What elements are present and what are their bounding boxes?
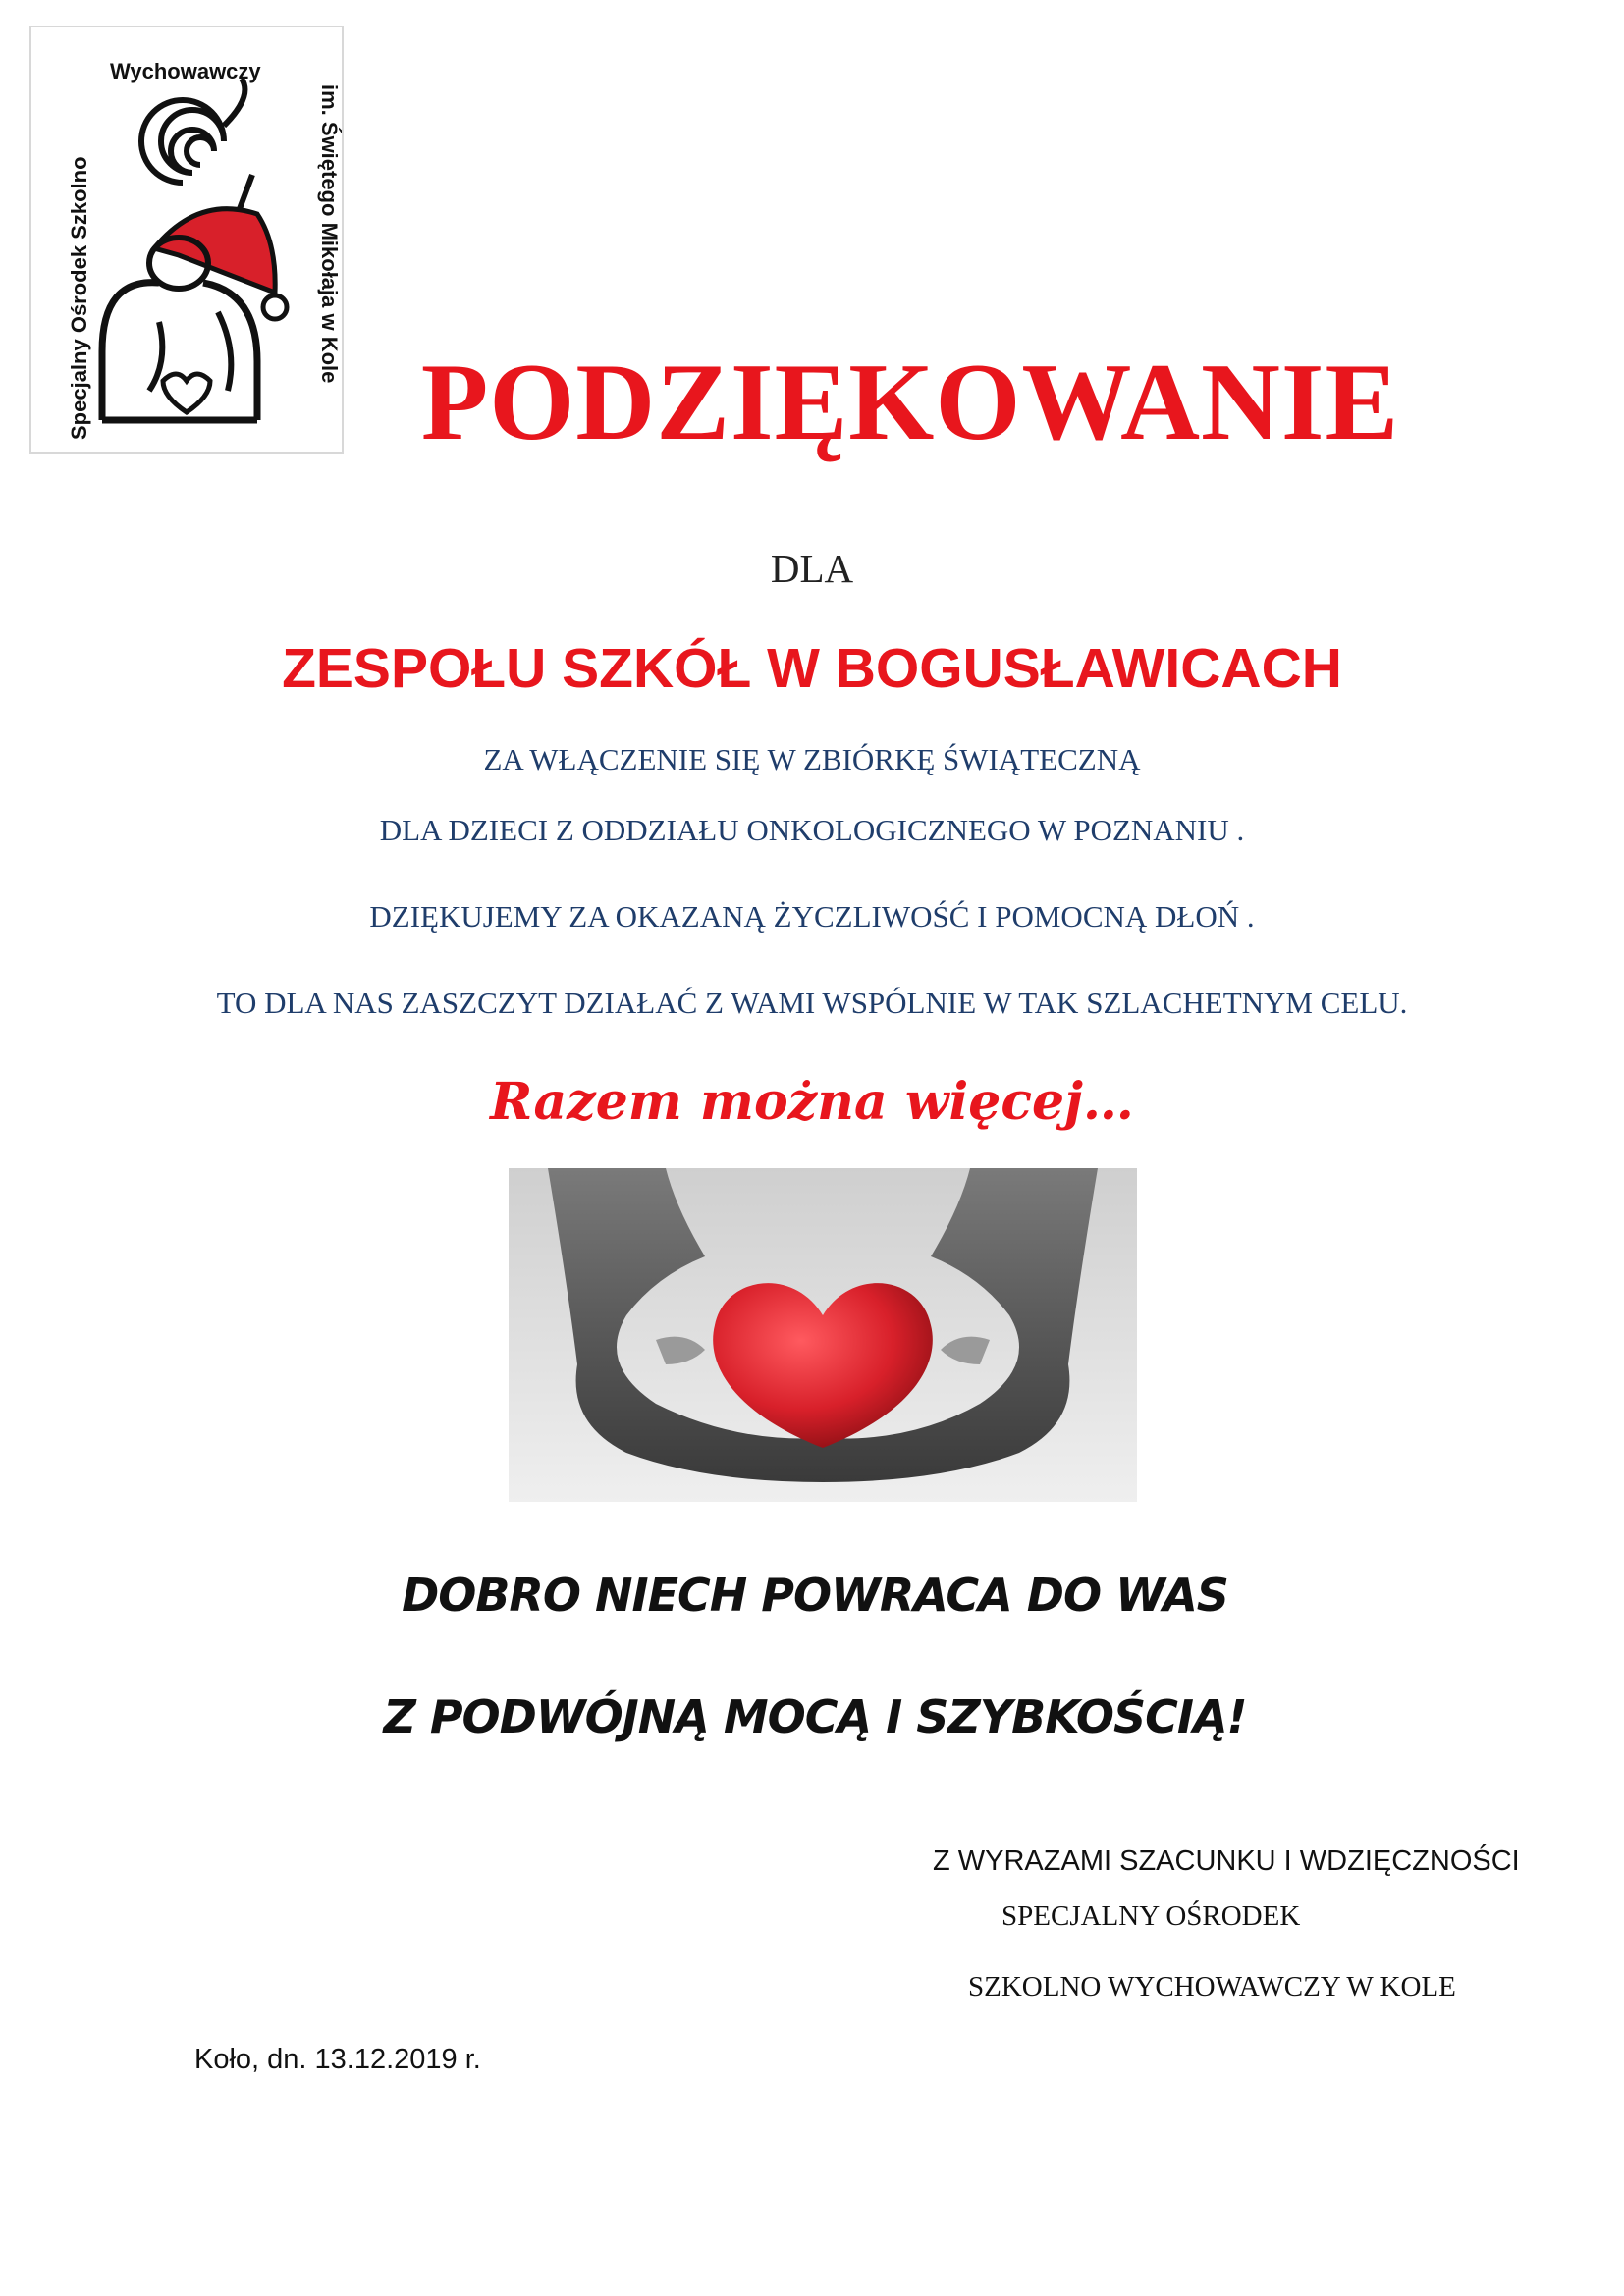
body-line: ZA WŁĄCZENIE SIĘ W ZBIÓRKĘ ŚWIĄTECZNĄ <box>483 742 1141 776</box>
school-logo <box>29 26 344 454</box>
body-line: DLA DZIECI Z ODDZIAŁU ONKOLOGICZNEGO W POZNANIU . <box>379 813 1245 847</box>
saint-nicholas-logo-icon <box>31 27 346 455</box>
recipient-name: ZESPOŁU SZKÓŁ W BOGUSŁAWICACH <box>282 637 1342 700</box>
signature-line: Z WYRAZAMI SZACUNKU I WDZIĘCZNOŚCI <box>933 1845 1520 1877</box>
motto: Razem można więcej… <box>490 1072 1134 1132</box>
body-line: TO DLA NAS ZASZCZYT DZIAŁAĆ Z WAMI WSPÓLNIE W TAK SZLACHETNYM CELU. <box>216 986 1408 1020</box>
hands-holding-heart-image <box>509 1168 1137 1502</box>
logo-text-right: im. Świętego Mikołaja w Kole <box>317 84 342 384</box>
logo-text-top: Wychowawczy <box>110 59 261 83</box>
page-title: PODZIĘKOWANIE <box>420 342 1400 463</box>
logo-text-left: Specjalny Ośrodek Szkolno <box>67 156 91 440</box>
body-line: DZIĘKUJEMY ZA OKAZANĄ ŻYCZLIWOŚĆ I POMOCNĄ DŁOŃ . <box>369 899 1255 934</box>
signature-line: SPECJALNY OŚRODEK <box>1001 1900 1301 1932</box>
closing-line: DOBRO NIECH POWRACA DO WAS <box>402 1569 1228 1622</box>
dla-label: DLA <box>770 546 854 591</box>
signature-line: SZKOLNO WYCHOWAWCZY W KOLE <box>968 1971 1456 2002</box>
date-line: Koło, dn. 13.12.2019 r. <box>194 2044 481 2075</box>
closing-line: Z PODWÓJNĄ MOCĄ I SZYBKOŚCIĄ! <box>383 1690 1247 1743</box>
